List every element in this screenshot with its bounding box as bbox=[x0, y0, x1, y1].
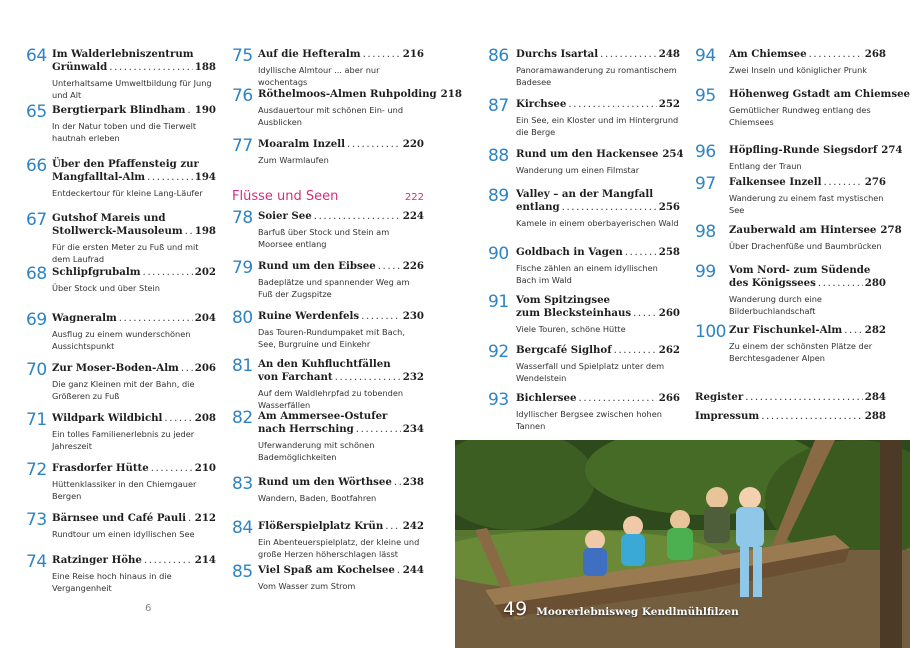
toc-entry-title-line1: An den Kuhfluchtfällen bbox=[258, 358, 391, 370]
toc-entry-subtitle: Die ganz Kleinen mit der Bahn, die Größeren zu Fuß bbox=[52, 379, 195, 401]
toc-entry-title-text: Am Chiemsee bbox=[729, 48, 807, 60]
toc-entry-title bbox=[258, 260, 424, 273]
toc-entry-page: 244 bbox=[402, 564, 424, 576]
toc-entry-title bbox=[52, 512, 216, 525]
toc-entry-title bbox=[516, 392, 680, 405]
toc-entry-title bbox=[52, 312, 216, 325]
toc-entry-title bbox=[258, 423, 424, 436]
toc-entry-subtitle: Uferwanderung mit schönen Bademöglichkeiten bbox=[258, 440, 375, 462]
toc-entry-subtitle: Wasserfall und Spielplatz unter dem Wendelstein bbox=[516, 361, 665, 383]
toc-entry-number: 72 bbox=[26, 460, 47, 480]
toc-entry-subtitle: Ausflug zu einem wunderschönen Aussichtspunkt bbox=[52, 329, 191, 351]
toc-entry-title-line1: Vom Nord- zum Südende bbox=[729, 264, 871, 276]
toc-entry-title bbox=[258, 564, 424, 577]
toc-entry-number: 85 bbox=[232, 562, 253, 582]
toc-entry-title bbox=[516, 201, 680, 214]
toc-entry-page: 258 bbox=[658, 246, 680, 258]
toc-entry-title-text: Ruine Werdenfels bbox=[258, 310, 360, 322]
toc-entry-number: 97 bbox=[695, 174, 716, 194]
toc-entry-page: 276 bbox=[864, 176, 886, 188]
toc-entry-title bbox=[516, 148, 684, 161]
toc-entry-subtitle: Wandern, Baden, Bootfahren bbox=[258, 493, 377, 503]
leader-dots bbox=[809, 48, 863, 61]
toc-entry-number: 88 bbox=[488, 146, 509, 166]
toc-entry-number: 77 bbox=[232, 136, 253, 156]
leader-dots bbox=[188, 512, 193, 525]
toc-entry-number: 76 bbox=[232, 86, 253, 106]
toc-entry-number: 92 bbox=[488, 342, 509, 362]
toc-entry-title-line1: Im Walderlebniszentrum bbox=[52, 48, 194, 60]
toc-entry-title bbox=[729, 324, 886, 337]
toc-entry-number: 90 bbox=[488, 244, 509, 264]
toc-entry-title-text: entlang bbox=[516, 201, 560, 213]
toc-entry-title bbox=[258, 371, 424, 384]
toc-entry-page: 208 bbox=[194, 412, 216, 424]
toc-entry-number: 81 bbox=[232, 356, 253, 376]
toc-entry-page: 262 bbox=[658, 344, 680, 356]
toc-entry-page: 204 bbox=[194, 312, 216, 324]
leader-dots bbox=[347, 138, 401, 151]
toc-entry-page: 212 bbox=[194, 512, 216, 524]
toc-entry-title-text: Rund um den Wörthsee bbox=[258, 476, 392, 488]
toc-entry-subtitle: Das Touren-Rundumpaket mit Bach, See, Burgruine und Einkehr bbox=[258, 327, 405, 349]
leader-dots bbox=[109, 61, 192, 74]
toc-entry-title bbox=[516, 246, 680, 259]
toc-entry-number: 84 bbox=[232, 518, 253, 538]
leader-dots bbox=[151, 462, 193, 475]
toc-entry-subtitle: Gemütlicher Rundweg entlang des Chiemsees bbox=[729, 105, 871, 127]
toc-entry-number: 65 bbox=[26, 102, 47, 122]
toc-entry-page: 260 bbox=[658, 307, 680, 319]
toc-entry-subtitle: Für die ersten Meter zu Fuß und mit dem Laufrad bbox=[52, 242, 199, 264]
toc-entry-number: 98 bbox=[695, 222, 716, 242]
toc-entry-title bbox=[258, 476, 424, 489]
toc-entry-title-text: Bergcafé Siglhof bbox=[516, 344, 612, 356]
index-register-label: Register bbox=[695, 391, 744, 403]
toc-entry-title-line1: Vom Spitzingsee bbox=[516, 294, 611, 306]
toc-entry-title-text: Kirchsee bbox=[516, 98, 567, 110]
toc-entry-title-text: Höpfling-Runde Siegsdorf bbox=[729, 144, 878, 156]
toc-entry-title-text: Flößerspielplatz Krün bbox=[258, 520, 384, 532]
toc-entry-title bbox=[729, 88, 910, 101]
toc-entry-number: 70 bbox=[26, 360, 47, 380]
photo-caption bbox=[503, 598, 739, 620]
toc-entry-title bbox=[258, 138, 424, 151]
toc-entry-title bbox=[52, 266, 216, 279]
toc-entry-number: 86 bbox=[488, 46, 509, 66]
toc-entry-subtitle: Entlang der Traun bbox=[729, 161, 802, 171]
toc-entry-subtitle: Barfuß über Stock und Stein am Moorsee entlang bbox=[258, 227, 390, 249]
cover-photo bbox=[455, 440, 910, 648]
toc-entry-title bbox=[516, 48, 680, 61]
toc-entry-title-line1: Am Ammersee-Ostufer bbox=[258, 410, 388, 422]
leader-dots bbox=[147, 171, 193, 184]
leader-dots bbox=[185, 225, 193, 238]
toc-entry-page: 218 bbox=[440, 88, 462, 100]
toc-entry-subtitle: Zu einem der schönsten Plätze der Berchtesgadener Alpen bbox=[729, 341, 873, 363]
toc-entry-subtitle: Panoramawanderung zu romantischem Badesee bbox=[516, 65, 677, 87]
toc-entry-title bbox=[52, 171, 216, 184]
toc-entry-title-text: von Farchant bbox=[258, 371, 333, 383]
toc-entry-page: 194 bbox=[194, 171, 216, 183]
toc-entry-title-line1: Valley – an der Mangfall bbox=[516, 188, 654, 200]
toc-entry-title-text: Rund um den Hackensee bbox=[516, 148, 659, 160]
toc-entry-page: 220 bbox=[402, 138, 424, 150]
toc-entry-subtitle: Idyllischer Bergsee zwischen hohen Tannen bbox=[516, 409, 662, 431]
toc-entry-title bbox=[729, 277, 886, 290]
toc-entry-title-text: Bärnsee und Café Pauli bbox=[52, 512, 186, 524]
toc-entry-title bbox=[52, 554, 216, 567]
leader-dots bbox=[600, 48, 657, 61]
toc-entry-title bbox=[52, 412, 216, 425]
toc-entry-page: 210 bbox=[194, 462, 216, 474]
toc-entry-title bbox=[516, 344, 680, 357]
toc-entry-title bbox=[516, 98, 680, 111]
leader-dots bbox=[142, 266, 192, 279]
toc-entry-subtitle: Unterhaltsame Umweltbildung für Jung und Alt bbox=[52, 78, 212, 100]
leader-dots bbox=[625, 246, 657, 259]
leader-dots bbox=[579, 392, 657, 405]
toc-entry-page: 226 bbox=[402, 260, 424, 272]
toc-entry-subtitle: Eine Reise hoch hinaus in die Vergangenheit bbox=[52, 571, 172, 593]
toc-entry-title-text: Frasdorfer Hütte bbox=[52, 462, 149, 474]
leader-dots bbox=[119, 312, 193, 325]
leader-dots bbox=[314, 210, 401, 223]
leader-dots bbox=[818, 277, 863, 290]
toc-entry-page: 274 bbox=[881, 144, 903, 156]
toc-entry-number: 64 bbox=[26, 46, 47, 66]
toc-entry-page: 280 bbox=[864, 277, 886, 289]
toc-entry-subtitle: Auf dem Waldlehrpfad zu tobenden Wasserfällen bbox=[258, 388, 404, 410]
toc-entry-title-text: des Königssees bbox=[729, 277, 816, 289]
toc-entry-page: 278 bbox=[880, 224, 902, 236]
toc-entry-number: 93 bbox=[488, 390, 509, 410]
toc-entry-title bbox=[258, 520, 424, 533]
leader-dots bbox=[844, 324, 863, 337]
toc-entry-title bbox=[258, 210, 424, 223]
toc-entry-page: 188 bbox=[194, 61, 216, 73]
toc-entry-number: 95 bbox=[695, 86, 716, 106]
toc-entry-subtitle: Idyllische Almtour ... aber nur wochentags bbox=[258, 65, 380, 87]
toc-entry-subtitle: In der Natur toben und die Tierwelt hautnah erleben bbox=[52, 121, 197, 143]
toc-entry-subtitle: Rundtour um einen idyllischen See bbox=[52, 529, 195, 539]
toc-entry-page: 190 bbox=[194, 104, 216, 116]
toc-entry-page: 252 bbox=[658, 98, 680, 110]
toc-entry-title-text: Bergtierpark Blindham bbox=[52, 104, 186, 116]
toc-entry-page: 266 bbox=[658, 392, 680, 404]
leader-dots bbox=[397, 564, 401, 577]
toc-entry-subtitle: Fische zählen an einem idyllischen Bach im Wald bbox=[516, 263, 658, 285]
leader-dots bbox=[824, 176, 863, 189]
leader-dots bbox=[633, 307, 657, 320]
toc-entry-number: 69 bbox=[26, 310, 47, 330]
toc-entry-title-text: Auf die Hefteralm bbox=[258, 48, 361, 60]
toc-entry-title-text: Viel Spaß am Kochelsee bbox=[258, 564, 395, 576]
toc-entry-number: 74 bbox=[26, 552, 47, 572]
leader-dots bbox=[335, 371, 401, 384]
toc-entry-title-text: Wagneralm bbox=[52, 312, 117, 324]
toc-entry-title bbox=[729, 176, 886, 189]
toc-entry-page: 216 bbox=[402, 48, 424, 60]
toc-entry-page: 232 bbox=[402, 371, 424, 383]
toc-entry-title-text: Stollwerck-Mausoleum bbox=[52, 225, 183, 237]
toc-entry-number: 96 bbox=[695, 142, 716, 162]
toc-entry-subtitle: Ein Abenteuerspielplatz, der kleine und große Herzen höherschlagen lässt bbox=[258, 537, 420, 559]
toc-entry-number: 67 bbox=[26, 210, 47, 230]
toc-entry-number: 91 bbox=[488, 292, 509, 312]
toc-entry-subtitle: Ausdauertour mit schönen Ein- und Ausblicken bbox=[258, 105, 404, 127]
toc-entry-page: 256 bbox=[658, 201, 680, 213]
toc-entry-subtitle: Ein tolles Familienerlebnis zu jeder Jahreszeit bbox=[52, 429, 195, 451]
toc-entry-subtitle: Badeplätze und spannender Weg am Fuß der Zugspitze bbox=[258, 277, 410, 299]
toc-entry-number: 79 bbox=[232, 258, 253, 278]
toc-entry-title bbox=[729, 48, 886, 61]
toc-entry-number: 73 bbox=[26, 510, 47, 530]
leader-dots bbox=[361, 310, 401, 323]
toc-entry-title-text: Zauberwald am Hintersee bbox=[729, 224, 877, 236]
toc-entry-page: 198 bbox=[194, 225, 216, 237]
toc-entry-page: 202 bbox=[194, 266, 216, 278]
index-impressum[interactable] bbox=[695, 410, 886, 422]
toc-entry-number: 99 bbox=[695, 262, 716, 282]
toc-entry-page: 224 bbox=[402, 210, 424, 222]
toc-entry-number: 89 bbox=[488, 186, 509, 206]
leader-dots bbox=[568, 98, 656, 111]
photo-caption-number: 49 bbox=[503, 598, 528, 620]
toc-entry-subtitle: Entdeckertour für kleine Lang-Läufer bbox=[52, 188, 203, 198]
toc-entry-title-text: Zur Fischunkel-Alm bbox=[729, 324, 843, 336]
toc-entry-title bbox=[258, 48, 424, 61]
section-heading-page: 222 bbox=[404, 192, 424, 203]
leader-dots bbox=[187, 104, 192, 117]
toc-entry-subtitle: Zwei Inseln und königlicher Prunk bbox=[729, 65, 868, 75]
index-impressum-label: Impressum bbox=[695, 410, 760, 422]
index-register-page: 284 bbox=[864, 391, 886, 403]
leader-dots bbox=[562, 201, 657, 214]
toc-entry-title-text: Rund um den Eibsee bbox=[258, 260, 376, 272]
toc-entry-page: 282 bbox=[864, 324, 886, 336]
photo-caption-text: Moorerlebnisweg Kendlmühlfilzen bbox=[536, 606, 739, 618]
toc-entry-title-line1: Über den Pfaffensteig zur bbox=[52, 158, 199, 170]
toc-entry-title-text: Falkensee Inzell bbox=[729, 176, 822, 188]
toc-entry-title bbox=[52, 362, 216, 375]
toc-entry-subtitle: Wanderung durch eine Bilderbuchlandschaft bbox=[729, 294, 822, 316]
leader-dots bbox=[385, 520, 400, 533]
toc-entry-number: 80 bbox=[232, 308, 253, 328]
toc-entry-title-text: Höhenweg Gstadt am Chiemsee bbox=[729, 88, 910, 100]
toc-entry-number: 71 bbox=[26, 410, 47, 430]
leader-dots bbox=[378, 260, 401, 273]
toc-entry-subtitle: Viele Touren, schöne Hütte bbox=[516, 324, 626, 334]
toc-entry-page: 242 bbox=[402, 520, 424, 532]
toc-entry-subtitle: Wanderung zu einem fast mystischen See bbox=[729, 193, 884, 215]
index-impressum-page: 288 bbox=[864, 410, 886, 422]
toc-entry-page: 230 bbox=[402, 310, 424, 322]
toc-entry-title-text: Wildpark Wildbichl bbox=[52, 412, 163, 424]
toc-entry-title bbox=[258, 88, 462, 101]
page-number-left: 6 bbox=[145, 603, 152, 614]
toc-entry-number: 94 bbox=[695, 46, 716, 66]
toc-entry-subtitle: Über Stock und über Stein bbox=[52, 283, 160, 293]
toc-entry-subtitle: Hüttenklassiker in den Chiemgauer Bergen bbox=[52, 479, 197, 501]
toc-entry-subtitle: Kamele in einem oberbayerischen Wald bbox=[516, 218, 679, 228]
leader-dots bbox=[181, 362, 193, 375]
leader-dots bbox=[394, 476, 401, 489]
leader-dots bbox=[164, 412, 192, 425]
toc-entry-number: 83 bbox=[232, 474, 253, 494]
toc-entry-title bbox=[52, 104, 216, 117]
leader-dots bbox=[144, 554, 193, 567]
toc-entry-title-text: Mangfalltal-Alm bbox=[52, 171, 146, 183]
section-heading-label: Flüsse und Seen bbox=[232, 189, 339, 204]
toc-entry-title-text: Zur Moser-Boden-Alm bbox=[52, 362, 179, 374]
toc-entry-subtitle: Vom Wasser zum Strom bbox=[258, 581, 356, 591]
toc-entry-number: 68 bbox=[26, 264, 47, 284]
toc-entry-title-text: Röthelmoos-Almen Ruhpolding bbox=[258, 88, 437, 100]
toc-entry-title bbox=[52, 462, 216, 475]
section-heading bbox=[232, 189, 424, 204]
toc-entry-title-line1: Gutshof Mareis und bbox=[52, 212, 166, 224]
toc-entry-page: 234 bbox=[402, 423, 424, 435]
toc-entry-title-text: Soier See bbox=[258, 210, 312, 222]
toc-entry-subtitle: Wanderung um einen Filmstar bbox=[516, 165, 640, 175]
toc-entry-title-text: Grünwald bbox=[52, 61, 108, 73]
toc-entry-title bbox=[52, 61, 216, 74]
toc-entry-page: 214 bbox=[194, 554, 216, 566]
toc-entry-number: 82 bbox=[232, 408, 253, 428]
toc-entry-page: 206 bbox=[194, 362, 216, 374]
toc-entry-title-text: Durchs Isartal bbox=[516, 48, 599, 60]
toc-entry-title bbox=[729, 144, 903, 157]
leader-dots bbox=[614, 344, 657, 357]
toc-entry-page: 238 bbox=[402, 476, 424, 488]
toc-entry-number: 66 bbox=[26, 156, 47, 176]
toc-entry-title bbox=[258, 310, 424, 323]
toc-entry-title-text: zum Blecksteinhaus bbox=[516, 307, 632, 319]
toc-entry-title bbox=[729, 224, 902, 237]
leader-dots bbox=[356, 423, 401, 436]
leader-dots bbox=[363, 48, 401, 61]
toc-entry-number: 75 bbox=[232, 46, 253, 66]
toc-entry-page: 268 bbox=[864, 48, 886, 60]
toc-entry-title-text: Goldbach in Vagen bbox=[516, 246, 623, 258]
toc-entry-subtitle: Über Drachenfüße und Baumbrücken bbox=[729, 241, 882, 251]
toc-entry-number: 87 bbox=[488, 96, 509, 116]
toc-entry-title bbox=[516, 307, 680, 320]
toc-entry-title-text: Moaralm Inzell bbox=[258, 138, 346, 150]
toc-entry-subtitle: Zum Warmlaufen bbox=[258, 155, 329, 165]
toc-entry-title-text: Ratzinger Höhe bbox=[52, 554, 142, 566]
toc-entry-title-text: Bichlersee bbox=[516, 392, 577, 404]
toc-entry-title bbox=[52, 225, 216, 238]
toc-entry-title-text: Schlipfgrubalm bbox=[52, 266, 141, 278]
toc-entry-number: 100 bbox=[695, 322, 726, 342]
toc-entry-subtitle: Ein See, ein Kloster und im Hintergrund die Berge bbox=[516, 115, 679, 137]
index-register[interactable] bbox=[695, 391, 886, 403]
toc-entry-page: 254 bbox=[662, 148, 684, 160]
toc-entry-page: 248 bbox=[658, 48, 680, 60]
toc-entry-title-text: nach Herrsching bbox=[258, 423, 354, 435]
toc-entry-number: 78 bbox=[232, 208, 253, 228]
